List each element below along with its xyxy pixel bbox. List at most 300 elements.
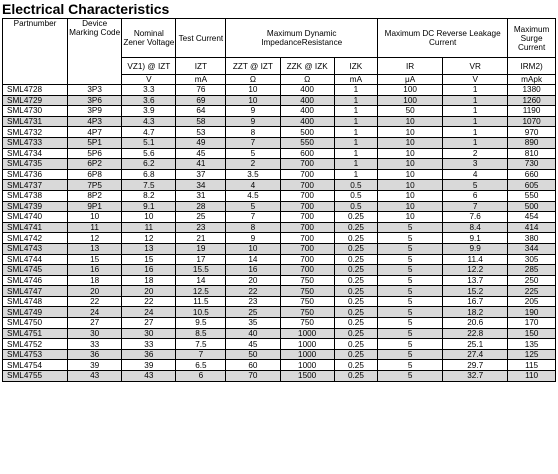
table-cell: 22 (68, 296, 122, 307)
table-cell: 5 (378, 360, 443, 371)
table-cell: 0.25 (334, 233, 377, 244)
table-cell: 36 (122, 349, 176, 360)
table-cell: 18.2 (443, 307, 508, 318)
table-cell: 1 (334, 127, 377, 138)
table-cell: 10 (378, 116, 443, 127)
table-cell: 3P6 (68, 95, 122, 106)
table-row (3, 106, 556, 117)
table-cell: 1 (334, 95, 377, 106)
table-cell: 33 (68, 339, 122, 350)
table-row (3, 243, 556, 254)
table-cell: 5 (378, 233, 443, 244)
table-cell: 5 (378, 318, 443, 329)
symbol-cell: IR (378, 58, 443, 75)
table-cell: 6.2 (122, 159, 176, 170)
table-cell: 750 (280, 275, 334, 286)
table-row (3, 127, 556, 138)
unit-cell: V (122, 75, 176, 85)
table-row (3, 95, 556, 106)
table-cell: SML4737 (3, 180, 68, 191)
table-cell: 27 (122, 318, 176, 329)
table-cell: 16 (68, 265, 122, 276)
table-cell: 12.2 (443, 265, 508, 276)
table-cell: 4P3 (68, 116, 122, 127)
table-cell: 9.9 (443, 243, 508, 254)
header-marking-code: Device Marking Code (68, 19, 122, 85)
table-cell: 700 (280, 159, 334, 170)
table-cell: 970 (508, 127, 556, 138)
table-cell: 730 (508, 159, 556, 170)
table-cell: 20 (226, 275, 280, 286)
table-cell: 40 (226, 328, 280, 339)
table-cell: 0.25 (334, 212, 377, 223)
table-cell: SML4731 (3, 116, 68, 127)
table-cell: 5 (378, 349, 443, 360)
table-cell: 0.25 (334, 243, 377, 254)
table-cell: 1070 (508, 116, 556, 127)
table-cell: 10 (378, 137, 443, 148)
table-cell: 41 (176, 159, 226, 170)
table-cell: 22 (226, 286, 280, 297)
table-cell: 1000 (280, 328, 334, 339)
table-cell: 1000 (280, 339, 334, 350)
header-zener-voltage: Nominal Zener Voltage (122, 19, 176, 58)
table-cell: 10 (378, 148, 443, 159)
table-cell: 32.7 (443, 371, 508, 382)
table-cell: 1 (443, 127, 508, 138)
table-cell: 0.25 (334, 360, 377, 371)
table-cell: 7 (226, 137, 280, 148)
table-row (3, 339, 556, 350)
symbol-cell: IRM2) (508, 58, 556, 75)
table-cell: 28 (176, 201, 226, 212)
table-cell: 380 (508, 233, 556, 244)
table-cell: 53 (176, 127, 226, 138)
table-cell: 6P8 (68, 169, 122, 180)
table-cell: 700 (280, 201, 334, 212)
table-cell: 11 (68, 222, 122, 233)
table-cell: 14 (226, 254, 280, 265)
table-cell: 700 (280, 254, 334, 265)
table-cell: 700 (280, 222, 334, 233)
table-cell: 1260 (508, 95, 556, 106)
table-cell: 9 (226, 106, 280, 117)
table-row (3, 265, 556, 276)
table-cell: 500 (280, 127, 334, 138)
table-cell: 305 (508, 254, 556, 265)
unit-cell: μA (378, 75, 443, 85)
table-cell: 0.5 (334, 201, 377, 212)
table-row (3, 190, 556, 201)
table-row (3, 169, 556, 180)
table-cell: 6.5 (176, 360, 226, 371)
table-row (3, 222, 556, 233)
table-cell: 750 (280, 318, 334, 329)
table-cell: 43 (122, 371, 176, 382)
table-cell: 8.5 (176, 328, 226, 339)
table-cell: 36 (68, 349, 122, 360)
table-cell: 100 (378, 85, 443, 96)
table-cell: 170 (508, 318, 556, 329)
table-cell: 10 (226, 243, 280, 254)
table-cell: 1 (334, 169, 377, 180)
table-cell: 0.25 (334, 318, 377, 329)
table-cell: 6P2 (68, 159, 122, 170)
table-cell: 1 (334, 85, 377, 96)
table-cell: 7.5 (176, 339, 226, 350)
table-cell: SML4741 (3, 222, 68, 233)
symbol-cell: VZ1) @ IZT (122, 58, 176, 75)
table-cell: 9 (226, 233, 280, 244)
table-cell: 700 (280, 212, 334, 223)
table-cell: 6 (443, 190, 508, 201)
table-row (3, 85, 556, 96)
table-cell: 22 (122, 296, 176, 307)
table-cell: SML4729 (3, 95, 68, 106)
header-test-current: Test Current (176, 19, 226, 58)
table-cell: 1500 (280, 371, 334, 382)
header-partnumber: Partnumber (3, 19, 68, 85)
table-cell: 1 (443, 116, 508, 127)
table-cell: 8 (226, 127, 280, 138)
table-cell: 2 (443, 148, 508, 159)
table-row (3, 296, 556, 307)
table-cell: 16 (122, 265, 176, 276)
table-cell: SML4732 (3, 127, 68, 138)
table-cell: SML4752 (3, 339, 68, 350)
table-cell: 10 (226, 95, 280, 106)
table-row (3, 201, 556, 212)
table-cell: 660 (508, 169, 556, 180)
table-cell: 700 (280, 233, 334, 244)
table-cell: 0.25 (334, 222, 377, 233)
table-cell: SML4740 (3, 212, 68, 223)
table-cell: SML4744 (3, 254, 68, 265)
table-cell: 0.25 (334, 265, 377, 276)
table-cell: 1000 (280, 349, 334, 360)
table-cell: 9 (226, 116, 280, 127)
table-cell: 0.25 (334, 371, 377, 382)
table-row (3, 212, 556, 223)
table-cell: 5 (226, 148, 280, 159)
table-cell: 3 (443, 159, 508, 170)
table-cell: 0.25 (334, 296, 377, 307)
table-cell: 5 (378, 275, 443, 286)
table-row (3, 148, 556, 159)
table-cell: 150 (508, 328, 556, 339)
page-title: Electrical Characteristics (2, 1, 170, 17)
table-cell: 4.7 (122, 127, 176, 138)
table-cell: 43 (68, 371, 122, 382)
table-cell: 605 (508, 180, 556, 191)
unit-cell: Ω (280, 75, 334, 85)
table-cell: 23 (226, 296, 280, 307)
table-body (3, 85, 556, 382)
table-row (3, 318, 556, 329)
table-cell: 5 (378, 296, 443, 307)
unit-cell: mApk (508, 75, 556, 85)
table-cell: 3.9 (122, 106, 176, 117)
table-cell: 400 (280, 106, 334, 117)
table-cell: 500 (508, 201, 556, 212)
table-cell: 700 (280, 169, 334, 180)
table-cell: 10 (122, 212, 176, 223)
table-cell: 110 (508, 371, 556, 382)
table-cell: 8.4 (443, 222, 508, 233)
table-cell: SML4739 (3, 201, 68, 212)
table-cell: 9.1 (443, 233, 508, 244)
table-cell: 30 (122, 328, 176, 339)
table-cell: 4 (226, 180, 280, 191)
table-cell: 10 (226, 85, 280, 96)
table-cell: 24 (68, 307, 122, 318)
table-cell: 1 (443, 137, 508, 148)
table-cell: 225 (508, 286, 556, 297)
table-cell: 0.25 (334, 307, 377, 318)
table-cell: 750 (280, 307, 334, 318)
table-cell: SML4751 (3, 328, 68, 339)
table-cell: 64 (176, 106, 226, 117)
table-cell: 0.25 (334, 339, 377, 350)
table-cell: 4.5 (226, 190, 280, 201)
table-cell: 58 (176, 116, 226, 127)
table-cell: 454 (508, 212, 556, 223)
table-cell: SML4736 (3, 169, 68, 180)
unit-cell: Ω (226, 75, 280, 85)
table-cell: 50 (226, 349, 280, 360)
table-cell: 16.7 (443, 296, 508, 307)
table-cell: 5 (378, 307, 443, 318)
table-cell: 5 (378, 222, 443, 233)
table-cell: 5.1 (122, 137, 176, 148)
symbol-cell: IZK (334, 58, 377, 75)
symbol-cell: ZZK @ IZK (280, 58, 334, 75)
table-cell: 810 (508, 148, 556, 159)
table-cell: 70 (226, 371, 280, 382)
table-cell: 45 (226, 339, 280, 350)
table-row (3, 371, 556, 382)
table-cell: 1 (334, 159, 377, 170)
table-cell: 1 (334, 148, 377, 159)
table-row (3, 349, 556, 360)
table-cell: 0.5 (334, 180, 377, 191)
table-cell: 23 (176, 222, 226, 233)
table-cell: 13 (122, 243, 176, 254)
table-row (3, 307, 556, 318)
table-cell: 11.4 (443, 254, 508, 265)
table-cell: 700 (280, 190, 334, 201)
table-cell: 60 (226, 360, 280, 371)
table-cell: 5.6 (122, 148, 176, 159)
unit-cell: mA (334, 75, 377, 85)
table-cell: 8.2 (122, 190, 176, 201)
table-row (3, 360, 556, 371)
table-cell: 6.8 (122, 169, 176, 180)
table-cell: SML4749 (3, 307, 68, 318)
table-cell: SML4748 (3, 296, 68, 307)
table-row (3, 137, 556, 148)
table-cell: 550 (280, 137, 334, 148)
table-cell: SML4753 (3, 349, 68, 360)
table-cell: 6 (176, 371, 226, 382)
table-cell: 22.8 (443, 328, 508, 339)
table-cell: 50 (378, 106, 443, 117)
table-cell: 7 (226, 212, 280, 223)
table-cell: 10 (378, 212, 443, 223)
table-cell: 890 (508, 137, 556, 148)
table-cell: 16 (226, 265, 280, 276)
table-cell: 9P1 (68, 201, 122, 212)
table-cell: 5 (443, 180, 508, 191)
table-cell: SML4745 (3, 265, 68, 276)
table-cell: 750 (280, 286, 334, 297)
header-dynamic-impedance: Maximum Dynamic ImpedanceResistance (226, 19, 378, 58)
table-cell: 27.4 (443, 349, 508, 360)
table-cell: 11.5 (176, 296, 226, 307)
table-cell: 250 (508, 275, 556, 286)
table-cell: 29.7 (443, 360, 508, 371)
table-cell: 10 (68, 212, 122, 223)
table-cell: 1 (443, 85, 508, 96)
table-cell: 76 (176, 85, 226, 96)
symbol-cell: ZZT @ IZT (226, 58, 280, 75)
table-cell: 12 (122, 233, 176, 244)
table-cell: 11 (122, 222, 176, 233)
table-cell: 3.3 (122, 85, 176, 96)
table-cell: 15 (122, 254, 176, 265)
table-cell: 5 (378, 265, 443, 276)
table-cell: SML4734 (3, 148, 68, 159)
table-cell: 7 (176, 349, 226, 360)
table-cell: 15.5 (176, 265, 226, 276)
table-cell: 4P7 (68, 127, 122, 138)
table-cell: 14 (176, 275, 226, 286)
table-cell: SML4747 (3, 286, 68, 297)
table-cell: 10 (378, 180, 443, 191)
table-cell: 700 (280, 265, 334, 276)
table-cell: 1 (334, 116, 377, 127)
table-cell: SML4730 (3, 106, 68, 117)
table-cell: 400 (280, 85, 334, 96)
table-cell: 12 (68, 233, 122, 244)
table-cell: 10 (378, 159, 443, 170)
table-cell: 7P5 (68, 180, 122, 191)
table-cell: 5 (378, 371, 443, 382)
table-row (3, 328, 556, 339)
table-cell: 15 (68, 254, 122, 265)
table-cell: 10 (378, 190, 443, 201)
table-cell: 19 (176, 243, 226, 254)
table-cell: 10.5 (176, 307, 226, 318)
table-cell: 700 (280, 243, 334, 254)
table-cell: 13.7 (443, 275, 508, 286)
table-cell: SML4746 (3, 275, 68, 286)
table-cell: 205 (508, 296, 556, 307)
table-cell: 18 (68, 275, 122, 286)
table-cell: 1 (443, 106, 508, 117)
table-cell: 8P2 (68, 190, 122, 201)
table-cell: SML4743 (3, 243, 68, 254)
table-cell: 25 (176, 212, 226, 223)
table-cell: 0.25 (334, 349, 377, 360)
table-cell: 135 (508, 339, 556, 350)
table-cell: 69 (176, 95, 226, 106)
table-cell: 39 (68, 360, 122, 371)
table-cell: 21 (176, 233, 226, 244)
header-surge-current: Maximum Surge Current (508, 19, 556, 58)
table-cell: 20.6 (443, 318, 508, 329)
table-cell: 7.5 (122, 180, 176, 191)
table-cell: 400 (280, 95, 334, 106)
table-cell: 7 (443, 201, 508, 212)
table-cell: 5 (226, 201, 280, 212)
table-cell: 3.5 (226, 169, 280, 180)
table-row (3, 180, 556, 191)
table-cell: SML4735 (3, 159, 68, 170)
electrical-characteristics-table (2, 18, 556, 382)
table-cell: 414 (508, 222, 556, 233)
table-cell: 5 (378, 254, 443, 265)
table-cell: 10 (378, 201, 443, 212)
table-cell: 7.6 (443, 212, 508, 223)
table-cell: 2 (226, 159, 280, 170)
table-cell: 750 (280, 296, 334, 307)
table-cell: 10 (378, 169, 443, 180)
table-cell: 5 (378, 328, 443, 339)
table-cell: 0.5 (334, 190, 377, 201)
table-cell: 20 (68, 286, 122, 297)
unit-cell: V (443, 75, 508, 85)
table-cell: SML4733 (3, 137, 68, 148)
table-cell: 35 (226, 318, 280, 329)
table-cell: 550 (508, 190, 556, 201)
table-cell: 12.5 (176, 286, 226, 297)
symbol-cell: IZT (176, 58, 226, 75)
table-cell: 5 (378, 286, 443, 297)
table-cell: 0.25 (334, 254, 377, 265)
table-cell: 27 (68, 318, 122, 329)
table-cell: 5P6 (68, 148, 122, 159)
table-cell: 15.2 (443, 286, 508, 297)
table-cell: 1 (334, 137, 377, 148)
table-cell: 5P1 (68, 137, 122, 148)
table-cell: 20 (122, 286, 176, 297)
table-cell: 24 (122, 307, 176, 318)
table-cell: 10 (378, 127, 443, 138)
table-cell: 9.1 (122, 201, 176, 212)
table-cell: 1380 (508, 85, 556, 96)
table-cell: 17 (176, 254, 226, 265)
table-cell: 25 (226, 307, 280, 318)
table-cell: 5 (378, 243, 443, 254)
table-cell: 285 (508, 265, 556, 276)
table-cell: SML4755 (3, 371, 68, 382)
table-cell: 1 (443, 95, 508, 106)
table-cell: 49 (176, 137, 226, 148)
table-cell: 3P3 (68, 85, 122, 96)
table-cell: 34 (176, 180, 226, 191)
symbol-cell: VR (443, 58, 508, 75)
table-cell: SML4754 (3, 360, 68, 371)
table-cell: 4.3 (122, 116, 176, 127)
table-row (3, 286, 556, 297)
table-cell: SML4742 (3, 233, 68, 244)
table-cell: 1190 (508, 106, 556, 117)
table-cell: 190 (508, 307, 556, 318)
table-cell: 9.5 (176, 318, 226, 329)
table-cell: 1 (334, 106, 377, 117)
table-cell: 700 (280, 180, 334, 191)
